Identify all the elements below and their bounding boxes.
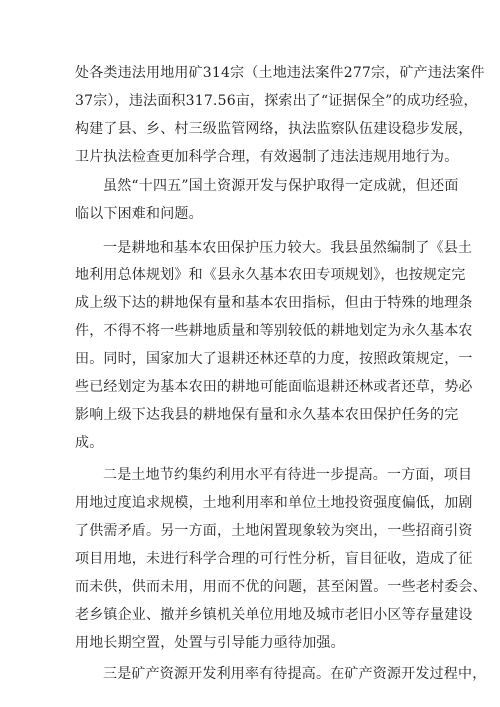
text-line: 二是土地节约集约利用水平有待进一步提高。一方面，项目: [103, 467, 473, 483]
text-line: 件，不得不将一些耕地质量和等别较低的耕地划定为永久基本农: [75, 323, 473, 339]
text-line: 田。同时，国家加大了退耕还林还草的力度，按照政策规定，一: [75, 351, 473, 367]
text-line: 用地过度追求规模，土地利用率和单位土地投资强度偏低，加剧: [75, 495, 473, 511]
text-line: 地利用总体规划》和《县永久基本农田专项规划》，也按规定完: [75, 267, 466, 283]
text-line: 影响上级下达我县的耕地保有量和永久基本农田保护任务的完: [75, 407, 459, 423]
text-line: 老乡镇企业、撤并乡镇机关单位用地及城市老旧小区等存量建设: [75, 607, 473, 623]
text-line: 虽然“十四五”国土资源开发与保护取得一定成就，但还面: [103, 178, 459, 194]
text-line: 成上级下达的耕地保有量和基本农田指标，但由于特殊的地理条: [75, 295, 473, 311]
text-line: 临以下困难和问题。: [75, 206, 203, 222]
text-line: 一是耕地和基本农田保护压力较大。我县虽然编制了《县土: [103, 240, 473, 256]
text-line: 三是矿产资源开发利用率有待提高。在矿产资源开发过程中，: [103, 666, 487, 682]
text-line: 用地长期空置，处置与引导能力亟待加强。: [75, 635, 345, 651]
text-line: 37宗），违法面积317.56亩，探索出了“证据保全”的成功经验，: [75, 93, 478, 109]
text-line: 项目用地，未进行科学合理的可行性分析，盲目征收，造成了征: [75, 551, 473, 567]
text-line: 成。: [75, 435, 104, 451]
text-line: 处各类违法用地用矿314宗（土地违法案件277宗，矿产违法案件: [75, 65, 485, 81]
text-line: 而未供，供而未用，用而不优的问题，甚至闲置。一些老村委会、: [75, 579, 487, 595]
text-line: 了供需矛盾。另一方面，土地闲置现象较为突出，一些招商引资: [75, 523, 473, 539]
text-line: 卫片执法检查更加科学合理，有效遏制了违法违规用地行为。: [75, 149, 459, 165]
text-line: 构建了县、乡、村三级监管网络，执法监察队伍建设稳步发展，: [75, 121, 473, 137]
text-line: 些已经划定为基本农田的耕地可能面临退耕还林或者还草，势必: [75, 379, 473, 395]
